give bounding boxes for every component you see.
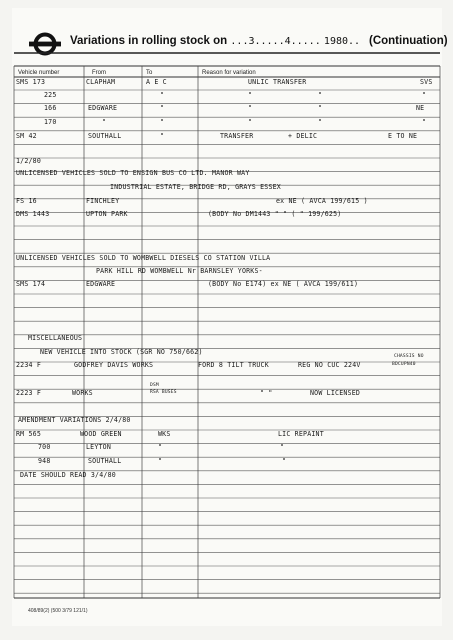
handwritten-entry: INDUSTRIAL ESTATE, BRIDGE RD, GRAYS ESSEX [110, 183, 281, 191]
handwritten-entry: 2234 F [16, 361, 42, 369]
handwritten-entry: SM 42 [16, 132, 37, 140]
column-header-from: From [92, 70, 106, 76]
title-date: ...3.....4..... [230, 36, 321, 47]
handwritten-entry: RM 565 [16, 430, 42, 438]
handwritten-entry: RSA BUSES [150, 390, 177, 395]
handwritten-entry: TRANSFER [220, 132, 254, 140]
handwritten-entry: SOUTHALL [88, 457, 122, 465]
handwritten-entry: 1/2/80 [16, 157, 42, 165]
handwritten-entry: UNLICENSED VEHICLES SOLD TO WOMBWELL DIESELS CO STATION VILLA [16, 254, 271, 262]
handwritten-entry: AMENDMENT VARIATIONS 2/4/80 [18, 416, 131, 424]
handwritten-entry: " [158, 443, 163, 451]
handwritten-entry: UPTON PARK [86, 210, 128, 218]
handwritten-entry: LEYTON [86, 443, 112, 451]
handwritten-entry: " [422, 118, 427, 126]
column-header-to: To [146, 70, 153, 76]
handwritten-entry: " " [260, 389, 273, 397]
handwritten-entry: " [248, 118, 253, 126]
handwritten-entry: " [422, 91, 427, 99]
handwritten-entry: (BODY No DM1443 " " ( " 199/625) [208, 210, 342, 218]
handwritten-entry: 700 [38, 443, 51, 451]
title-year: 1980.. [323, 36, 361, 47]
handwritten-entry: WKS [158, 430, 171, 438]
handwritten-entry: " [160, 132, 165, 140]
form-sheet [12, 8, 448, 626]
handwritten-entry: + DELIC [288, 132, 318, 140]
handwritten-entry: " [158, 457, 163, 465]
handwritten-entry: SVS [420, 78, 433, 86]
handwritten-entry: ex NE ( AVCA 199/615 ) [276, 197, 368, 205]
handwritten-entry: EDGWARE [86, 280, 116, 288]
form-code: 408/89(2) (500 3/79 121/1) [28, 608, 88, 614]
title-prefix: Variations in rolling stock on [70, 35, 228, 47]
handwritten-entry: FORD 8 TILT TRUCK [198, 361, 269, 369]
handwritten-entry: 166 [44, 104, 57, 112]
column-header-reason: Reason for variation [202, 70, 256, 76]
handwritten-entry: EDGWARE [88, 104, 118, 112]
handwritten-entry: UNLICENSED VEHICLES SOLD TO ENSIGN BUS CO LTD. MANOR WAY [16, 169, 250, 177]
handwritten-entry: (BODY No E174) ex NE ( AVCA 199/611) [208, 280, 359, 288]
handwritten-entry: LIC REPAINT [278, 430, 324, 438]
handwritten-entry: NE [416, 104, 425, 112]
handwritten-entry: PARK HILL RD WOMBWELL Nr BARNSLEY YORKS- [96, 267, 263, 275]
handwritten-entry: " [160, 104, 165, 112]
handwritten-entry: FINCHLEY [86, 197, 120, 205]
form-grid [12, 8, 442, 626]
continuation-label: (Continuation) [369, 35, 448, 47]
handwritten-entry: NOW LICENSED [310, 389, 361, 397]
handwritten-entry: " [160, 118, 165, 126]
handwritten-entry: DSM [150, 383, 159, 388]
handwritten-entry: A E C [146, 78, 167, 86]
handwritten-entry: DMS 1443 [16, 210, 50, 218]
handwritten-entry: REG NO CUC 224V [298, 361, 361, 369]
handwritten-entry: 225 [44, 91, 57, 99]
handwritten-entry: MISCELLANEOUS [28, 334, 83, 342]
handwritten-entry: NEW VEHICLE INTO STOCK (SGR NO 750/662) [40, 348, 203, 356]
handwritten-entry: " [102, 118, 107, 126]
handwritten-entry: CHASSIS NO [394, 354, 424, 359]
handwritten-entry: 170 [44, 118, 57, 126]
handwritten-entry: SOUTHALL [88, 132, 122, 140]
handwritten-entry: " [280, 443, 285, 451]
handwritten-entry: E TO NE [388, 132, 418, 140]
handwritten-entry: GODFREY DAVIS WORKS [74, 361, 154, 369]
handwritten-entry: " [248, 91, 253, 99]
handwritten-entry: " [318, 91, 323, 99]
handwritten-entry: 2223 F [16, 389, 42, 397]
handwritten-entry: " [160, 91, 165, 99]
handwritten-entry: " [318, 104, 323, 112]
handwritten-entry: " [318, 118, 323, 126]
handwritten-entry: SMS 173 [16, 78, 46, 86]
handwritten-entry: BDCUPN40 [392, 362, 416, 367]
handwritten-entry: SMS 174 [16, 280, 46, 288]
handwritten-entry: " [282, 457, 287, 465]
handwritten-entry: CLAPHAM [86, 78, 116, 86]
handwritten-entry: DATE SHOULD READ 3/4/80 [20, 471, 116, 479]
handwritten-entry: WOOD GREEN [80, 430, 122, 438]
handwritten-entry: UNLIC TRANSFER [248, 78, 307, 86]
handwritten-entry: 948 [38, 457, 51, 465]
handwritten-entry: WORKS [72, 389, 93, 397]
handwritten-entry: FS 16 [16, 197, 37, 205]
handwritten-entry: " [248, 104, 253, 112]
column-header-vehicle-number: Vehicle number [18, 70, 60, 76]
